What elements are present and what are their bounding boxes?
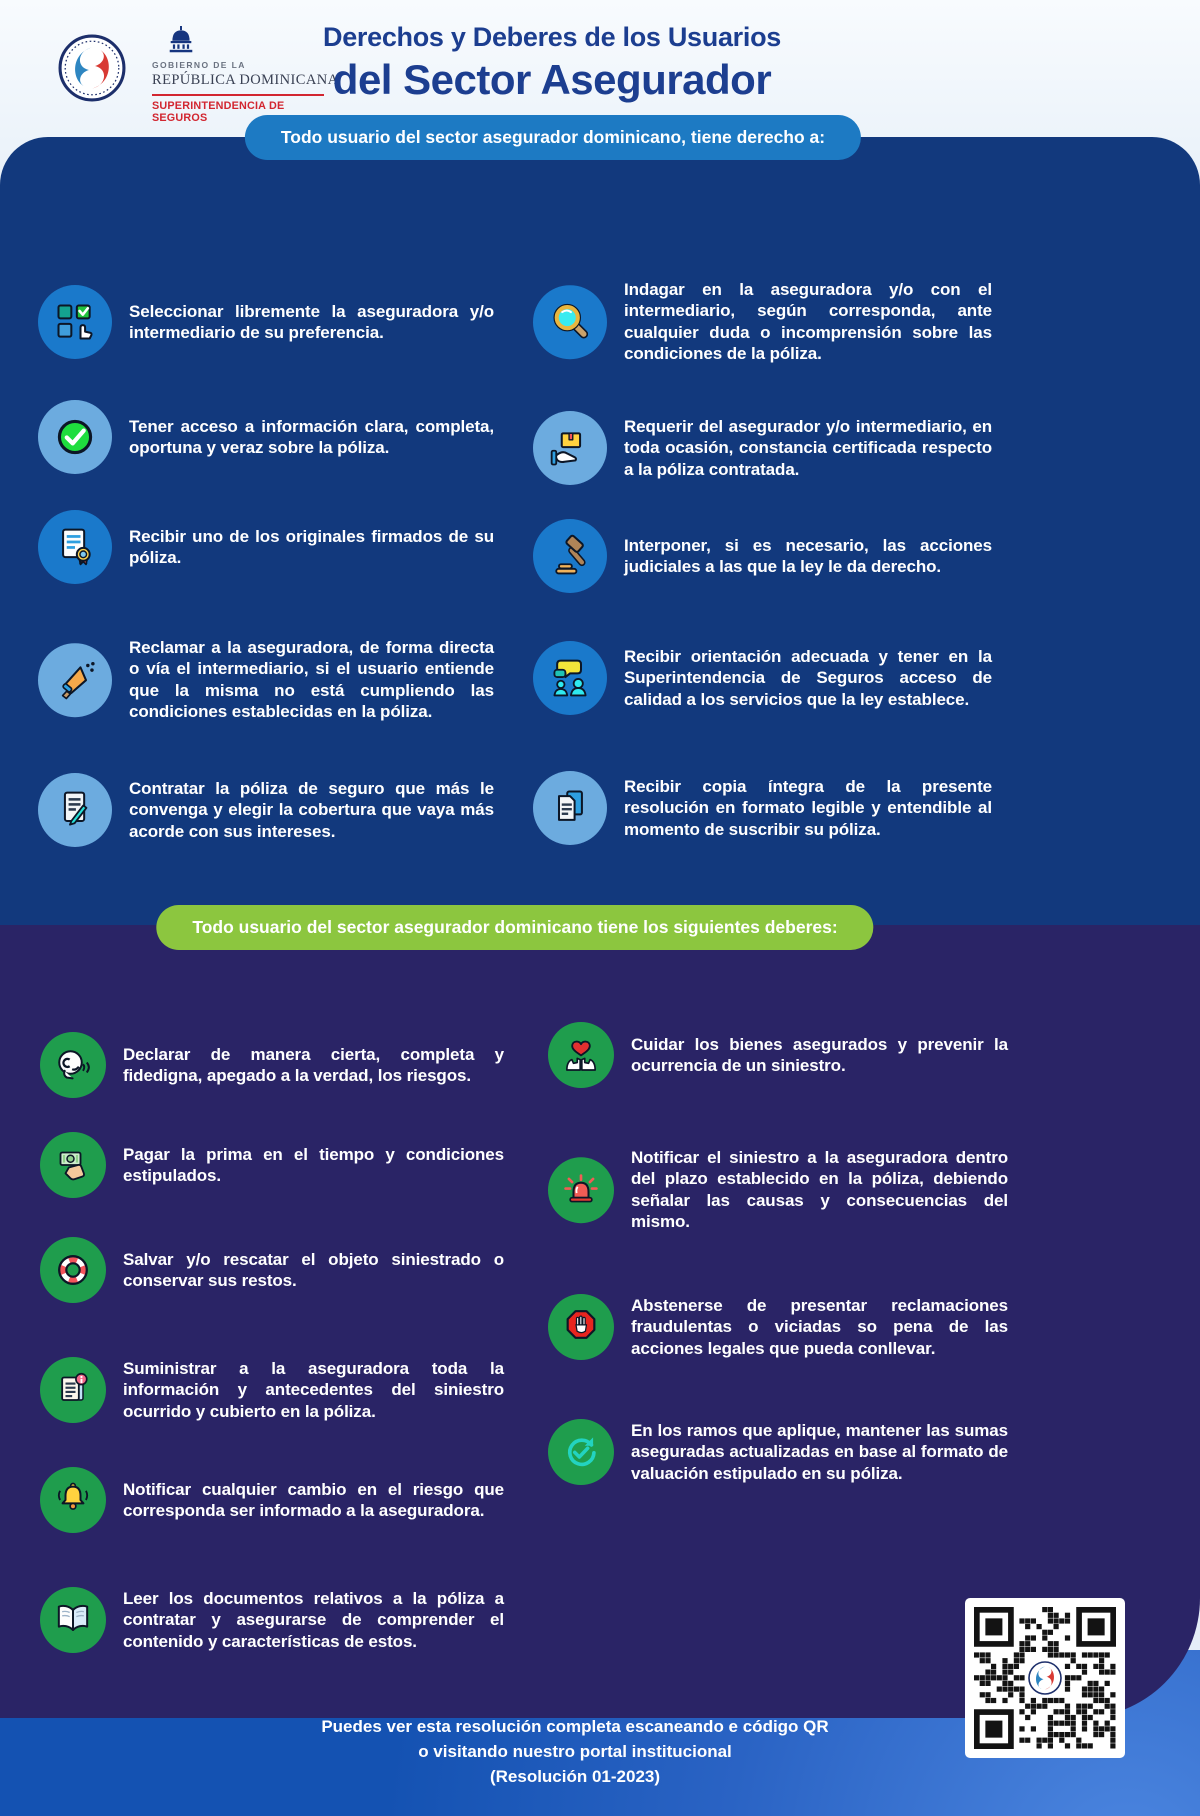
duty-item	[40, 1467, 504, 1533]
claim-info-icon	[40, 1357, 106, 1423]
contract-pen-icon	[38, 773, 112, 847]
item-text: Recibir uno de los originales firmados de su póliza.	[129, 526, 494, 567]
duty-item	[548, 1419, 1008, 1485]
siren-alert-icon	[548, 1157, 614, 1223]
item-text: Recibir orientación adecuada y tener en la Superintendencia de Seguros acceso de calidad a los servicios que la ley establece.	[624, 646, 992, 709]
item-text: Recibir copia íntegra de la presente resolución en formato legible y entendible al momento de suscribir su póliza.	[624, 776, 992, 839]
duty-item	[548, 1022, 1008, 1088]
check-circle-icon	[38, 400, 112, 474]
duties-left-column	[40, 925, 504, 1718]
gov-line1: GOBIERNO DE LA	[152, 60, 246, 70]
item-text: Requerir del asegurador y/o intermediario, en toda ocasión, constancia certificada respecto a la póliza contratada.	[624, 416, 992, 479]
duty-item	[40, 1032, 504, 1098]
rights-panel	[0, 127, 1200, 925]
item-text: Seleccionar libremente la aseguradora y/o intermediario de su preferencia.	[129, 301, 494, 342]
right-item	[533, 771, 992, 845]
rights-right-column	[533, 137, 992, 925]
item-text: Salvar y/o rescatar el objeto siniestrado o conservar sus restos.	[123, 1249, 504, 1290]
notify-bell-icon	[40, 1467, 106, 1533]
gobierno-logo	[152, 26, 342, 124]
duties-heading-pill: Todo usuario del sector asegurador dominicano tiene los siguientes deberes:	[156, 905, 873, 950]
item-text: Declarar de manera cierta, completa y fidedigna, apegado a la verdad, los riesgos.	[123, 1044, 504, 1085]
page-title-line1: Derechos y Deberes de los Usuarios	[322, 22, 782, 52]
right-item	[38, 637, 494, 723]
footer-note-line3: (Resolución 01-2023)	[489, 1767, 661, 1786]
care-heart-hands-icon	[548, 1022, 614, 1088]
item-text: En los ramos que aplique, mantener las sumas aseguradas actualizadas en base al formato de valuación estipulado en su póliza.	[631, 1420, 1008, 1483]
capitol-dome-icon	[166, 26, 342, 58]
item-text: Abstenerse de presentar reclamaciones fraudulentas o viciadas so pena de las acciones legales que pueda conllevar.	[631, 1295, 1008, 1358]
right-item	[38, 400, 494, 474]
update-sums-icon	[548, 1419, 614, 1485]
duty-item	[40, 1237, 504, 1303]
org-name: SUPERINTENDENCIA DE SEGUROS	[152, 100, 285, 124]
advice-chat-icon	[533, 641, 607, 715]
pay-premium-icon	[40, 1132, 106, 1198]
magnifier-icon	[533, 285, 607, 359]
footer-note-line2: o visitando nuestro portal institucional	[418, 1742, 732, 1761]
item-text: Indagar en la aseguradora y/o con el intermediario, según corresponda, ante cualquier duda o incomprensión sobre las condiciones de la póliza.	[624, 280, 992, 364]
item-text: Contratar la póliza de seguro que más le convenga y elegir la cobertura que vaya más acorde con sus intereses.	[129, 778, 494, 841]
item-text: Reclamar a la aseguradora, de forma directa o vía el intermediario, si el usuario entiende que la misma no está cumpliendo las condiciones establecidas en la póliza.	[129, 638, 494, 722]
duty-item	[40, 1587, 504, 1653]
item-text: Tener acceso a información clara, completa, oportuna y veraz sobre la póliza.	[129, 416, 494, 457]
read-book-icon	[40, 1587, 106, 1653]
duty-item	[548, 1294, 1008, 1360]
page-title	[323, 22, 781, 104]
page-title-line2: del Sector Asegurador	[332, 56, 772, 103]
right-item	[38, 285, 494, 359]
duties-right-column	[548, 925, 1008, 1718]
right-item	[38, 510, 494, 584]
rights-heading-pill: Todo usuario del sector asegurador dominicano, tiene derecho a:	[245, 115, 861, 160]
item-text: Notificar cualquier cambio en el riesgo que corresponda ser informado a la aseguradora.	[123, 1479, 504, 1520]
stop-fraud-icon	[548, 1294, 614, 1360]
red-divider	[152, 94, 324, 96]
delivery-box-icon	[533, 411, 607, 485]
megaphone-icon	[38, 643, 112, 717]
declare-speech-icon	[40, 1032, 106, 1098]
duty-item	[548, 1147, 1008, 1233]
right-item	[533, 641, 992, 715]
gov-line2: REPÚBLICA DOMINICANA	[152, 72, 339, 88]
superintendencia-seal-logo	[58, 34, 126, 102]
document-copies-icon	[533, 771, 607, 845]
right-item	[533, 519, 992, 593]
footer-note-line1: Puedes ver esta resolución completa escaneando e código QR	[321, 1717, 829, 1736]
duty-item	[40, 1357, 504, 1423]
choose-option-icon	[38, 285, 112, 359]
item-text: Notificar el siniestro a la aseguradora dentro del plazo establecido en la póliza, debiendo señalar las causas y consecuencias del mismo.	[631, 1148, 1008, 1232]
duty-item	[40, 1132, 504, 1198]
rights-left-column	[38, 137, 494, 925]
footer-note	[321, 1714, 828, 1789]
item-text: Interponer, si es necesario, las acciones judiciales a las que la ley le da derecho.	[624, 535, 992, 576]
item-text: Suministrar a la aseguradora toda la información y antecedentes del siniestro ocurrido y cubierto en la póliza.	[123, 1358, 504, 1421]
gavel-icon	[533, 519, 607, 593]
certified-policy-icon	[38, 510, 112, 584]
item-text: Cuidar los bienes asegurados y prevenir la ocurrencia de un siniestro.	[631, 1034, 1008, 1075]
right-item	[533, 411, 992, 485]
lifebuoy-icon	[40, 1237, 106, 1303]
right-item	[38, 773, 494, 847]
item-text: Pagar la prima en el tiempo y condiciones estipulados.	[123, 1144, 504, 1185]
right-item	[533, 279, 992, 365]
qr-code	[965, 1598, 1125, 1758]
item-text: Leer los documentos relativos a la póliza a contratar y asegurarse de comprender el contenido y características de estos.	[123, 1588, 504, 1651]
